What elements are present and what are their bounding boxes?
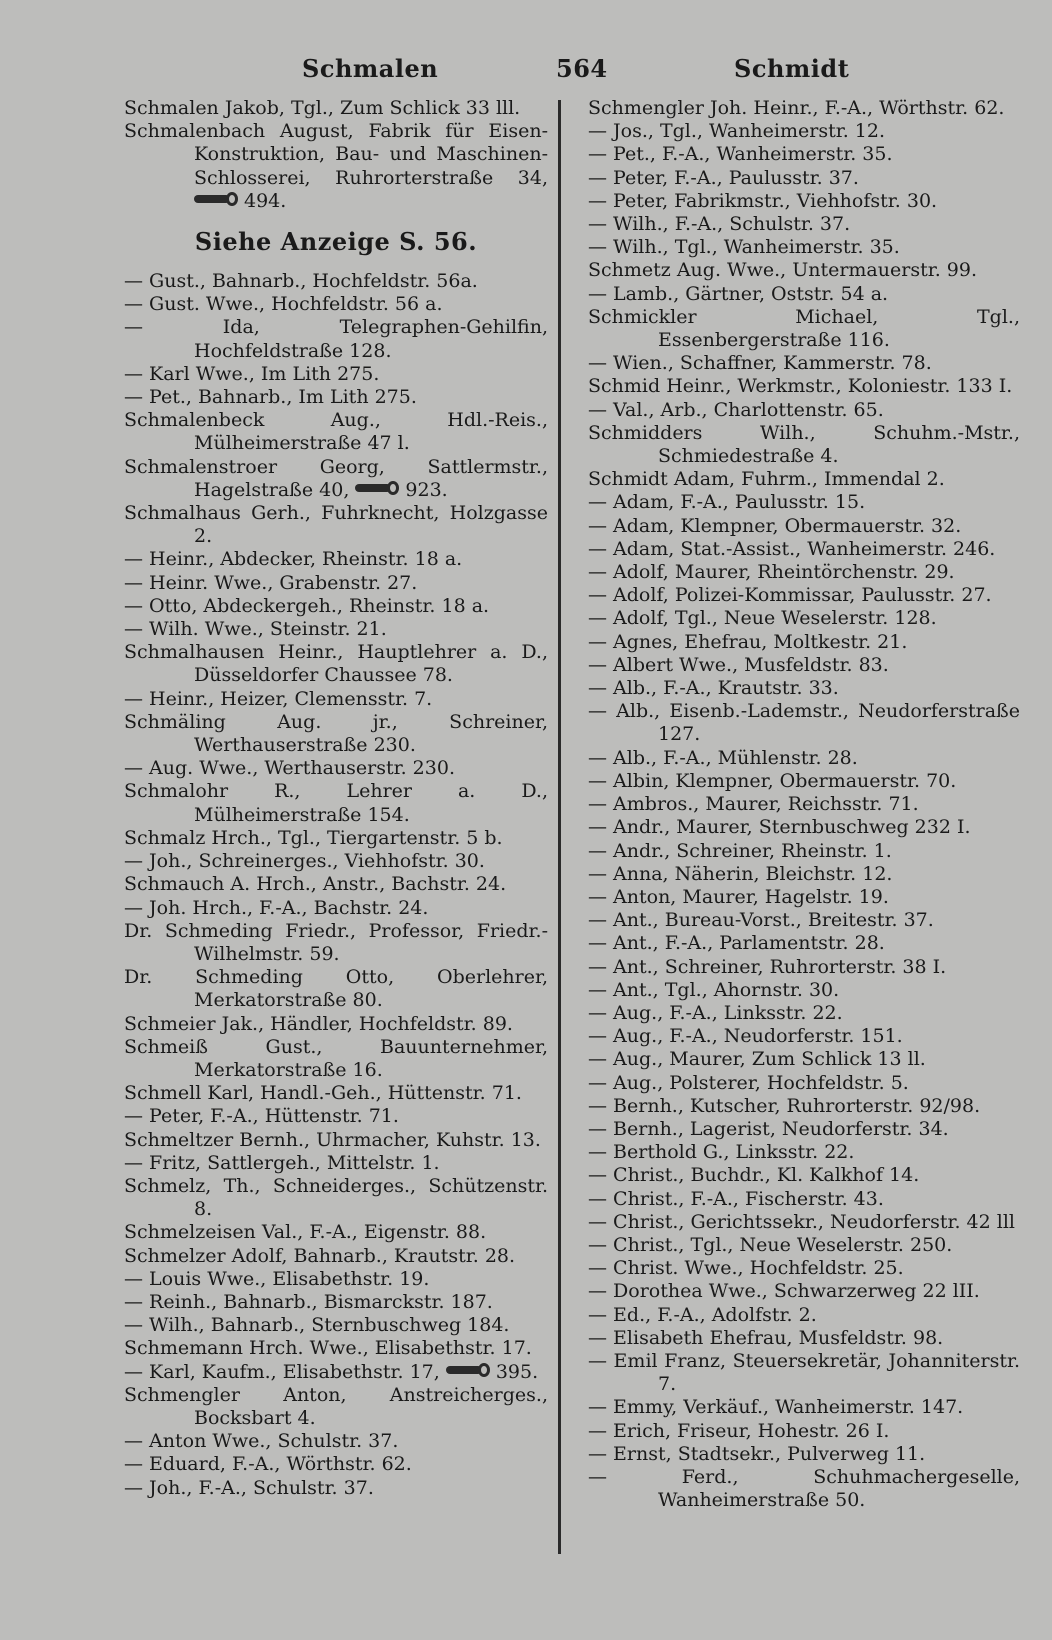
- column-divider: [558, 100, 561, 1554]
- directory-entry: — Christ., Gerichtssekr., Neudorferstr. 42 lll: [588, 1210, 1015, 1233]
- entry-text: — Karl, Kaufm., Elisabethstr. 17,: [124, 1360, 440, 1383]
- directory-entry: [124, 641, 548, 687]
- directory-entry: Schmidders Wilh., Schuhm.-Mstr., Schmiedestraße 4.: [588, 421, 1020, 468]
- directory-entry: — Aug., F.-A., Linksstr. 22.: [588, 1001, 843, 1024]
- entry-text: — Peter, F.-A., Hüttenstr. 71.: [124, 1105, 399, 1128]
- directory-entry: [124, 966, 548, 1012]
- directory-entry: — Elisabeth Ehefrau, Musfeldstr. 98.: [588, 1326, 944, 1349]
- right-column: [588, 97, 1020, 1512]
- directory-entry: Schmid Heinr., Werkmstr., Koloniestr. 133 I.: [588, 375, 1013, 398]
- directory-entry: — Anna, Näherin, Bleichstr. 12.: [588, 862, 893, 885]
- directory-entry: — Dorothea Wwe., Schwarzerweg 22 lII.: [588, 1280, 980, 1303]
- left-column: [124, 97, 548, 1500]
- entry-text: Schmalohr R., Lehrer a. D., Mülheimerstraße 154.: [124, 780, 548, 826]
- directory-entry: [124, 1337, 548, 1360]
- entry-text: Schmelz, Th., Schneiderges., Schützenstr. 8.: [124, 1174, 548, 1221]
- entry-text: — Heinr. Wwe., Grabenstr. 27.: [124, 571, 418, 594]
- entry-text: Schmelzeisen Val., F.-A., Eigenstr. 88.: [124, 1221, 487, 1244]
- directory-entry: [124, 1221, 548, 1244]
- directory-entry: [124, 897, 548, 920]
- directory-entry: — Ant., F.-A., Parlamentstr. 28.: [588, 932, 885, 955]
- entry-text: — Wilh. Wwe., Steinstr. 21.: [124, 618, 387, 641]
- directory-entry: — Val., Arb., Charlottenstr. 65.: [588, 398, 884, 421]
- directory-entry: — Adam, Stat.-Assist., Wanheimerstr. 246.: [588, 537, 996, 560]
- directory-entry: [124, 572, 548, 595]
- directory-entry: — Lamb., Gärtner, Oststr. 54 a.: [588, 282, 889, 305]
- entry-text: — Joh., Schreinerges., Viehhofstr. 30.: [124, 850, 485, 873]
- entry-text: — Fritz, Sattlergeh., Mittelstr. 1.: [124, 1151, 440, 1174]
- directory-entry: [124, 827, 548, 850]
- entry-text: Schmalenbeck Aug., Hdl.-Reis., Mülheimerstraße 47 l.: [124, 409, 548, 455]
- directory-entry: — Adolf, Maurer, Rheintörchenstr. 29.: [588, 561, 955, 584]
- entry-text: — Louis Wwe., Elisabethstr. 19.: [124, 1267, 430, 1290]
- directory-entry: — Andr., Maurer, Sternbuschweg 232 I.: [588, 816, 971, 839]
- header-left-keyword: Schmalen: [302, 54, 439, 83]
- directory-entry: — Adam, F.-A., Paulusstr. 15.: [588, 491, 866, 514]
- directory-entry: — Erich, Friseur, Hohestr. 26 I.: [588, 1419, 890, 1442]
- entry-text: — Heinr., Heizer, Clemensstr. 7.: [124, 687, 433, 710]
- directory-entry: — Ferd., Schuhmachergeselle, Wanheimerstraße 50.: [588, 1465, 1020, 1512]
- directory-entry: — Pet., F.-A., Wanheimerstr. 35.: [588, 143, 893, 166]
- directory-entry: [124, 1430, 548, 1453]
- directory-entry: — Christ., F.-A., Fischerstr. 43.: [588, 1187, 884, 1210]
- directory-entry: — Ed., F.-A., Adolfstr. 2.: [588, 1303, 817, 1326]
- entry-text: — Joh., F.-A., Schulstr. 37.: [124, 1476, 374, 1499]
- directory-entry: — Anton, Maurer, Hagelstr. 19.: [588, 885, 889, 908]
- directory-entry: [124, 316, 548, 362]
- directory-entry: [124, 1129, 548, 1152]
- directory-entry: — Ant., Tgl., Ahornstr. 30.: [588, 978, 840, 1001]
- directory-entry: — Albin, Klempner, Obermauerstr. 70.: [588, 769, 957, 792]
- directory-entry: [124, 1082, 548, 1105]
- directory-entry: — Wien., Schaffner, Kammerstr. 78.: [588, 352, 932, 375]
- directory-entry: [124, 1384, 548, 1430]
- directory-entry: Schmidt Adam, Fuhrm., Immendal 2.: [588, 468, 945, 491]
- entry-text: Schmemann Hrch. Wwe., Elisabethstr. 17.: [124, 1337, 532, 1360]
- directory-entry: — Andr., Schreiner, Rheinstr. 1.: [588, 839, 892, 862]
- directory-entry: — Emil Franz, Steuersekretär, Johanniterstr. 7.: [588, 1349, 1020, 1396]
- directory-entry: Schmetz Aug. Wwe., Untermauerstr. 99.: [588, 259, 977, 282]
- entry-text: — Ida, Telegraphen-Gehilfin, Hochfeldstraße 128.: [124, 316, 548, 362]
- directory-entry: [124, 1453, 548, 1476]
- directory-entry: — Wilh., Tgl., Wanheimerstr. 35.: [588, 236, 900, 259]
- directory-entry: [124, 1245, 548, 1268]
- entry-text: — Reinh., Bahnarb., Bismarckstr. 187.: [124, 1290, 493, 1313]
- directory-entry: [124, 409, 548, 455]
- phone-number: 923.: [405, 478, 448, 501]
- telephone-icon: [194, 192, 238, 208]
- directory-entry: [124, 97, 548, 120]
- directory-entry: [124, 1013, 548, 1036]
- entry-text: Schmelzer Adolf, Bahnarb., Krautstr. 28.: [124, 1244, 516, 1267]
- entry-text: Schmäling Aug. jr., Schreiner, Werthauserstraße 230.: [124, 710, 548, 757]
- directory-entry: — Bernh., Kutscher, Ruhrorterstr. 92/98.: [588, 1094, 981, 1117]
- entry-text: — Anton Wwe., Schulstr. 37.: [124, 1430, 399, 1453]
- directory-entry: — Peter, Fabrikmstr., Viehhofstr. 30.: [588, 189, 938, 212]
- entry-text: — Pet., Bahnarb., Im Lith 275.: [124, 386, 417, 409]
- directory-entry: — Alb., Eisenb.-Lademstr., Neudorferstraße 127.: [588, 700, 1020, 746]
- entry-text: — Gust., Bahnarb., Hochfeldstr. 56a.: [124, 270, 478, 293]
- directory-entry: [124, 386, 548, 409]
- directory-entry: — Alb., F.-A., Mühlenstr. 28.: [588, 746, 858, 769]
- directory-entry: [124, 363, 548, 386]
- entry-text: Schmalenstroer Georg, Sattlermstr., Hagelstraße 40,: [124, 455, 548, 501]
- directory-entry: [124, 873, 548, 896]
- entry-text: Schmalenbach August, Fabrik für Eisen-Konstruktion, Bau- und Maschinen-Schlosserei, Ruhrorterstraße 34,: [124, 120, 548, 189]
- directory-entry: — Peter, F.-A., Paulusstr. 37.: [588, 166, 859, 189]
- directory-entry: — Ambros., Maurer, Reichsstr. 71.: [588, 793, 919, 816]
- directory-entry: [124, 502, 548, 548]
- entry-text: Schmauch A. Hrch., Anstr., Bachstr. 24.: [124, 873, 507, 896]
- directory-entry: — Christ., Tgl., Neue Weselerstr. 250.: [588, 1233, 953, 1256]
- directory-entry: — Ant., Schreiner, Ruhrorterstr. 38 I.: [588, 955, 947, 978]
- directory-entry: — Agnes, Ehefrau, Moltkestr. 21.: [588, 630, 908, 653]
- directory-entry: [124, 595, 548, 618]
- directory-entry: [124, 920, 548, 966]
- entry-text: Dr. Schmeding Friedr., Professor, Friedr.-Wilhelmstr. 59.: [124, 919, 548, 965]
- directory-entry: [124, 1152, 548, 1175]
- directory-entry: [124, 711, 548, 757]
- entry-text: — Wilh., Bahnarb., Sternbuschweg 184.: [124, 1314, 510, 1337]
- page-number: 564: [556, 54, 608, 83]
- directory-entry: Schmengler Joh. Heinr., F.-A., Wörthstr. 62.: [588, 97, 1005, 119]
- directory-entry: [124, 1314, 548, 1337]
- header-right-keyword: Schmidt: [734, 54, 850, 83]
- entry-text: Dr. Schmeding Otto, Oberlehrer, Merkatorstraße 80.: [124, 966, 548, 1012]
- entry-text: — Gust. Wwe., Hochfeldstr. 56 a.: [124, 293, 443, 316]
- entry-text: Schmeiß Gust., Bauunternehmer, Merkatorstraße 16.: [124, 1035, 548, 1081]
- directory-entry: [124, 780, 548, 826]
- entry-text: Schmalhausen Heinr., Hauptlehrer a. D., Düsseldorfer Chaussee 78.: [124, 641, 548, 687]
- directory-entry: — Adam, Klempner, Obermauerstr. 32.: [588, 514, 962, 537]
- directory-entry: — Ant., Bureau-Vorst., Breitestr. 37.: [588, 909, 934, 932]
- phone-number: 395.: [495, 1360, 539, 1383]
- directory-entry: [124, 1268, 548, 1291]
- directory-entry: — Ernst, Stadtsekr., Pulverweg 11.: [588, 1442, 926, 1465]
- directory-entry: [124, 1036, 548, 1082]
- directory-entry: [124, 618, 548, 641]
- directory-entry: [124, 456, 548, 502]
- directory-entry: [124, 1105, 548, 1128]
- directory-entry: [124, 850, 548, 873]
- entry-text: — Heinr., Abdecker, Rheinstr. 18 a.: [124, 548, 463, 571]
- telephone-icon: [355, 481, 399, 497]
- telephone-icon: [446, 1363, 490, 1379]
- phone-number: 494.: [244, 189, 287, 212]
- entry-text: Schmalhaus Gerh., Fuhrknecht, Holzgasse 2.: [124, 502, 548, 548]
- directory-entry: [124, 1291, 548, 1314]
- entry-text: — Aug. Wwe., Werthauserstr. 230.: [124, 757, 455, 780]
- directory-entry: — Jos., Tgl., Wanheimerstr. 12.: [588, 120, 886, 143]
- entry-text: Schmalz Hrch., Tgl., Tiergartenstr. 5 b.: [124, 826, 503, 849]
- directory-entry: — Emmy, Verkäuf., Wanheimerstr. 147.: [588, 1396, 964, 1419]
- entry-text: — Eduard, F.-A., Wörthstr. 62.: [124, 1453, 412, 1476]
- directory-entry: [124, 1175, 548, 1221]
- directory-entry: — Bernh., Lagerist, Neudorferstr. 34.: [588, 1117, 949, 1140]
- directory-entry: [124, 757, 548, 780]
- directory-entry: — Aug., Maurer, Zum Schlick 13 ll.: [588, 1048, 926, 1071]
- directory-entry: — Alb., F.-A., Krautstr. 33.: [588, 677, 839, 700]
- directory-entry: Schmickler Michael, Tgl., Essenbergerstraße 116.: [588, 305, 1020, 352]
- directory-entry: — Adolf, Tgl., Neue Weselerstr. 128.: [588, 607, 937, 630]
- directory-entry: — Berthold G., Linksstr. 22.: [588, 1141, 855, 1164]
- directory-entry: — Christ., Buchdr., Kl. Kalkhof 14.: [588, 1164, 920, 1187]
- directory-entry: — Albert Wwe., Musfeldstr. 83.: [588, 653, 889, 676]
- directory-entry: [124, 120, 548, 213]
- directory-entry: [124, 1361, 548, 1384]
- directory-entry: — Adolf, Polizei-Kommissar, Paulusstr. 27.: [588, 584, 992, 607]
- entry-text: Schmeier Jak., Händler, Hochfeldstr. 89.: [124, 1012, 513, 1035]
- directory-entry: [124, 1477, 548, 1500]
- entry-text: — Karl Wwe., Im Lith 275.: [124, 362, 380, 385]
- directory-entry: [124, 688, 548, 711]
- entry-text: Schmalen Jakob, Tgl., Zum Schlick 33 lll.: [124, 97, 521, 119]
- directory-entry: [124, 548, 548, 571]
- entry-text: — Otto, Abdeckergeh., Rheinstr. 18 a.: [124, 594, 490, 617]
- directory-entry: — Aug., Polsterer, Hochfeldstr. 5.: [588, 1071, 909, 1094]
- entry-text: Schmengler Anton, Anstreicherges., Bocksbart 4.: [124, 1383, 548, 1429]
- entry-text: Schmeltzer Bernh., Uhrmacher, Kuhstr. 13.: [124, 1128, 541, 1151]
- directory-entry: [124, 293, 548, 316]
- directory-entry: — Christ. Wwe., Hochfeldstr. 25.: [588, 1257, 904, 1280]
- entry-text: — Joh. Hrch., F.-A., Bachstr. 24.: [124, 896, 429, 919]
- directory-entry: — Wilh., F.-A., Schulstr. 37.: [588, 213, 851, 236]
- running-header: [0, 54, 1052, 90]
- advertisement-notice: Siehe Anzeige S. 56.: [194, 227, 478, 257]
- directory-entry: — Aug., F.-A., Neudorferstr. 151.: [588, 1025, 903, 1048]
- directory-entry: [124, 270, 548, 293]
- entry-text: Schmell Karl, Handl.-Geh., Hüttenstr. 71.: [124, 1082, 522, 1105]
